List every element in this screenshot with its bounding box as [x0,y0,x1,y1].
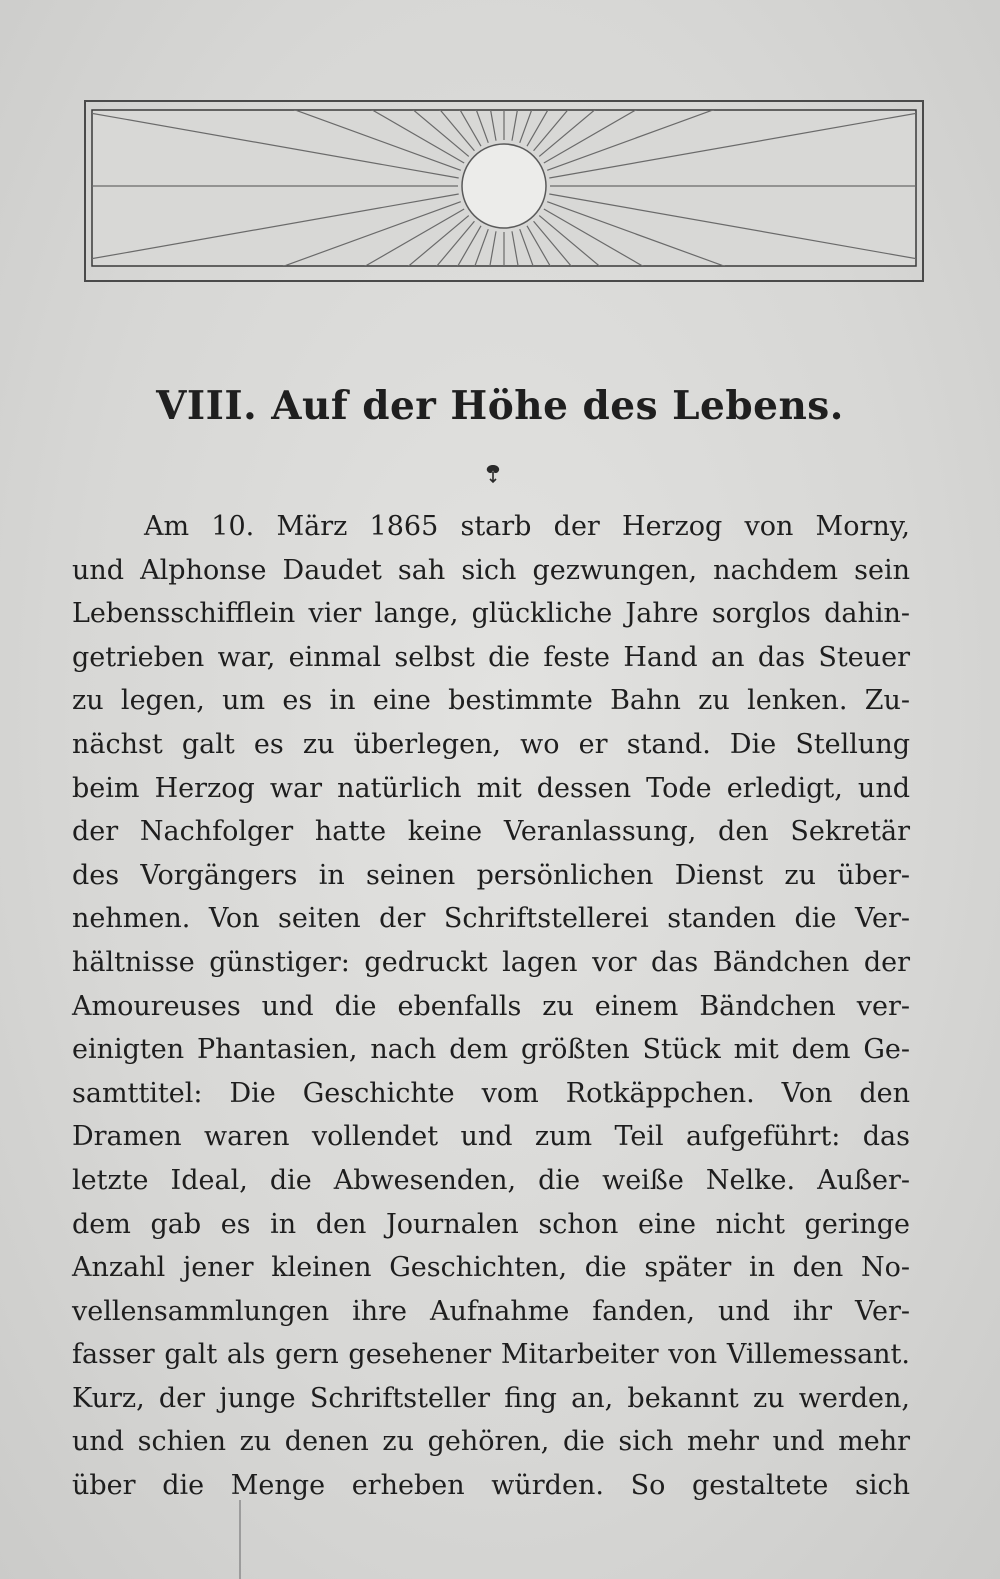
text-line: der Nachfolger hatte keine Veranlassung, den Sekretär [72,816,910,848]
text-line: vellensammlungen ihre Aufnahme fanden, und ihr Ver- [72,1295,910,1327]
text-line: Lebensschifflein vier lange, glückliche Jahre sorglos dahin- [72,598,910,630]
chapter-heading [0,383,1000,429]
text-line: fasser galt als gern gesehener Mitarbeiter von Villemessant. [72,1339,910,1371]
sunburst-headpiece-icon [84,98,924,284]
page-scan-mark [238,1500,242,1579]
text-line: des Vorgängers in seinen persönlichen Dienst zu über- [72,859,910,891]
text-line: und Alphonse Daudet sah sich gezwungen, nachdem sein [72,554,910,586]
text-line: Am 10. März 1865 starb der Herzog von Morny, [144,511,910,542]
text-line: einigten Phantasien, nach dem größten Stück mit dem Ge- [72,1034,910,1066]
chapter-numeral: VIII. [156,383,258,429]
chapter-title: Auf der Höhe des Lebens. [271,383,844,429]
text-line: zu legen, um es in eine bestimmte Bahn zu lenken. Zu- [72,685,910,717]
text-line: samttitel: Die Geschichte vom Rotkäppchen. Von den [72,1077,910,1109]
text-line: hältnisse günstiger: gedruckt lagen vor das Bändchen der [72,946,910,978]
text-line: Dramen waren vollendet und zum Teil aufgeführt: das [72,1121,910,1153]
fleuron-icon [482,462,504,486]
text-line: Anzahl jener kleinen Geschichten, die später in den No- [72,1252,910,1284]
chapter-body-text [72,505,910,1508]
text-line: über die Menge erheben würden. So gestaltete sich [72,1470,910,1502]
text-line: und schien zu denen zu gehören, die sich mehr und mehr [72,1426,910,1458]
text-line: dem gab es in den Journalen schon eine nicht geringe [72,1208,910,1240]
text-line: Kurz, der junge Schriftsteller fing an, bekannt zu werden, [72,1382,910,1414]
text-line: getrieben war, einmal selbst die feste Hand an das Steuer [72,641,910,673]
text-line: nächst galt es zu überlegen, wo er stand. Die Stellung [72,728,910,760]
text-line: beim Herzog war natürlich mit dessen Tode erledigt, und [72,772,910,804]
text-line: letzte Ideal, die Abwesenden, die weiße Nelke. Außer- [72,1164,910,1196]
text-line: Amoureuses und die ebenfalls zu einem Bändchen ver- [72,990,910,1022]
text-line: nehmen. Von seiten der Schriftstellerei standen die Ver- [72,903,910,935]
